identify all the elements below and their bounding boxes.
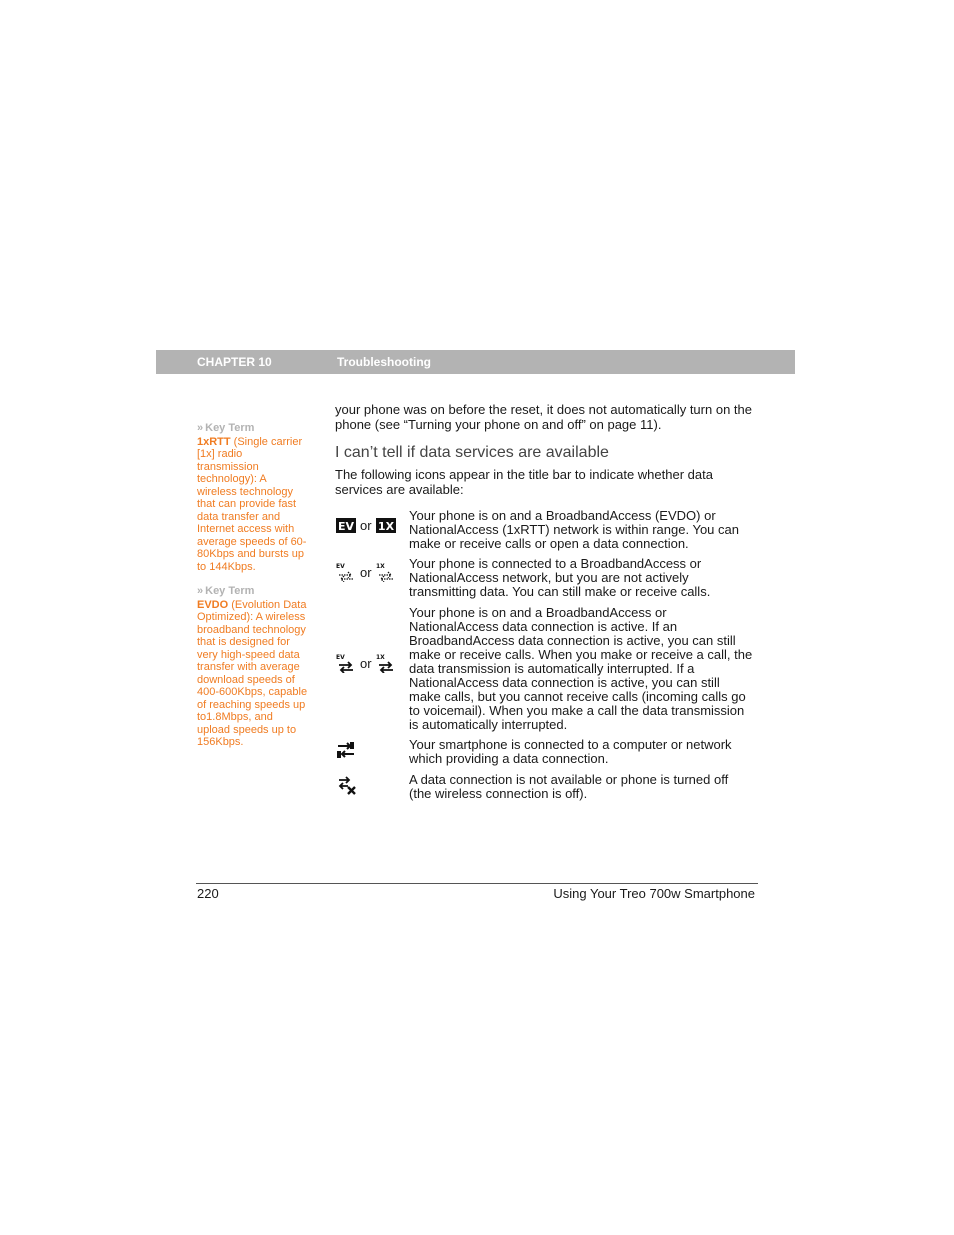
key-term-1xrtt (197, 422, 317, 573)
icon-row-4 (336, 741, 356, 759)
svg-text:1X: 1X (377, 520, 394, 533)
row-description: Your smartphone is connected to a computer or network which providing a data connection. (409, 737, 732, 766)
1x-data-active-icon (376, 653, 396, 673)
key-term-name: 1xRTT (197, 435, 231, 448)
row-description: A data connection is not available or phone is turned off (the wireless connection is off). (409, 772, 729, 801)
1x-connected-idle-icon (376, 562, 396, 582)
or-label: or (360, 518, 372, 533)
page-number: 220 (197, 886, 219, 901)
icon-row-3 (336, 653, 396, 673)
computer-connection-icon (336, 741, 356, 759)
chapter-title: Troubleshooting (337, 355, 431, 369)
svg-text:EV: EV (336, 654, 345, 661)
1x-badge-icon (376, 518, 396, 533)
chevron-right-icon: » (197, 422, 202, 434)
row-description: Your phone is connected to a BroadbandAccess or NationalAccess network, but you are not actively transmitting data. You can still make or receive calls. (409, 556, 711, 599)
ev-data-active-icon (336, 653, 356, 673)
no-data-connection-icon (336, 775, 358, 795)
ev-badge-icon (336, 518, 356, 533)
svg-text:EV: EV (336, 563, 345, 570)
svg-text:EV: EV (337, 520, 355, 533)
row-description: Your phone is on and a BroadbandAccess (EVDO) or NationalAccess (1xRTT) network is within range. You can make or receive calls or open a data connection. (409, 508, 739, 551)
ev-connected-idle-icon (336, 562, 356, 582)
chapter-header-bar (156, 350, 795, 374)
key-term-definition: (Evolution Data Optimized): A wireless broadband technology that is designed for very high-speed data transfer with average download speeds of 400-600Kbps, capable of reaching speeds up to1.8Mbps, and upload speeds up to 156Kbps. (197, 598, 308, 748)
row-description: Your phone is on and a BroadbandAccess or NationalAccess data connection is active. If an BroadbandAccess data connection is active, you can still make or receive calls. When you make or receive a call, the data transmission is automatically interrupted. If a NationalAccess data connection is active, you can still make calls, but you cannot receive calls (incoming calls go to voicemail). When you make a call the data transmission is automatically interrupted. (409, 605, 753, 732)
chapter-label: CHAPTER 10 (197, 355, 272, 369)
footer-divider (196, 883, 758, 884)
key-term-name: EVDO (197, 598, 229, 611)
svg-text:1X: 1X (375, 563, 385, 570)
key-term-label: Key Term (205, 422, 255, 434)
book-title: Using Your Treo 700w Smartphone (553, 886, 755, 901)
lead-paragraph: The following icons appear in the title bar to indicate whether data services are available: (335, 467, 713, 497)
section-heading: I can’t tell if data services are available (335, 444, 609, 461)
or-label: or (360, 655, 372, 671)
icon-row-1 (336, 518, 396, 533)
icon-row-5 (336, 775, 358, 795)
intro-paragraph: your phone was on before the reset, it does not automatically turn on the phone (see “Turning your phone on and off” on page 11). (335, 402, 752, 432)
chevron-right-icon: » (197, 585, 202, 597)
svg-text:1X: 1X (375, 654, 385, 661)
or-label: or (360, 564, 372, 580)
key-term-definition: (Single carrier [1x] radio transmission technology): A wireless technology that can provide fast data transfer and Internet access with average speeds of 60- 80Kbps and bursts up to 144Kbps. (197, 435, 307, 573)
icon-row-2 (336, 562, 396, 582)
key-term-evdo (197, 585, 317, 749)
key-term-label: Key Term (205, 585, 255, 597)
